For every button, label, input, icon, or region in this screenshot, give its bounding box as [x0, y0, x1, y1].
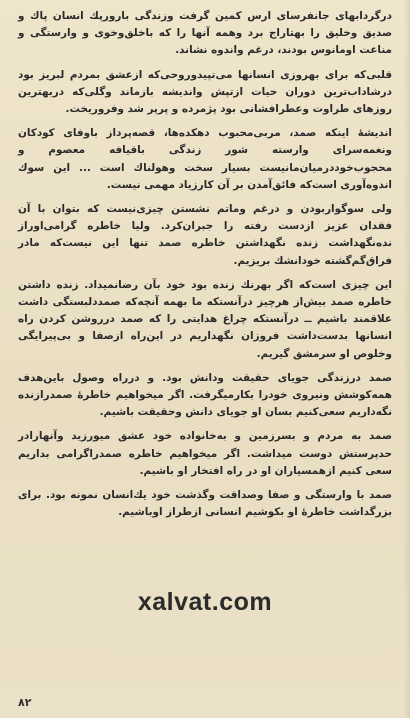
- paragraph: صمد با وارستگی و صفا وصداقت وگذشت خود یك‌انسان نمونه بود. برای بزرگداشت خاطرهٔ او بکوشیم انسانی ازطراز اوباشیم.: [18, 489, 392, 519]
- body-text: [18, 8, 392, 525]
- paragraph: قلبی‌که برای بهروزی انسانها می‌تپیدوروحی‌که ازعشق بمردم لبریز بود درشاداب‌ترین دوران حیات ازتپش واندیشه بازماند وگلی‌که دربهترین روزهای طراوت وعطرافشانی بود پژمرده و پرپر شد وفروریخت.: [18, 68, 392, 116]
- paragraph: درگردابهای جانفرسای ارس کمین گرفت وزندگی بارورپك انسان پاك و صدیق وخلیق را بهتاراج برد وهمه آنها را که باخلق‌وخوی و وارستگی و مناعت اوما‌نوس بودند، درغم واندوه نشاند.: [18, 10, 392, 57]
- paragraph: صمد به مردم و بسرزمین و به‌خانواده خود عشق میورزید وآنهارادر حدپرستش دوست میداشت. اگر میخواهیم خاطره صمدراگرامی بداریم سعی کنیم ازهمسیاران او در راه افتخار او باشیم.: [18, 430, 392, 477]
- paragraph: ولی سوگواربودن و درغم وماتم نشستن چیزی‌نیست که بتوان با آن فقدان عزیز ازدست رفته را جبران‌کرد. ولیا خاطره گرامی‌اوراز نده‌نگهداشت زنده نگهداشتن خاطره صمد تنها این نیست‌که مادر فراق‌گم‌گشته خودانشك بریزیم.: [18, 203, 392, 267]
- page-number: ۸۲: [18, 696, 32, 709]
- watermark-text: xalvat.com: [137, 588, 273, 616]
- paragraph: صمد درزندگی جویای حقیقت ودانش بود. و درراه وصول باین‌هدف همه‌کوشش ونیروی خودرا بکارمیگرفت. اگر میخواهیم خاطرهٔ صمدرازنده نگه‌داریم سعی‌کنیم بسان او جویای دانش وحقیقت باشیم.: [18, 371, 392, 419]
- paragraph: این چیزی است‌که اگر بهرنك زنده بود خود بآن رضا‌نمیداد. زنده داشتن خاطره صمد بیش‌از هرچیز درآنستکه ما بهمه آنچه‌که صمددلبستگی داشت علاقمند باشیم ــ درآنستکه چراغ هدایتی را که صمد درروشن کردن راه انسانها بدست‌داشت فروزان نگهداریم در این‌راه ازصفا و بی‌پیرایگی وخلوص او سرمشق گیریم.: [18, 278, 392, 360]
- paragraph: اندیشهٔ اینکه صمد، مربی‌محبوب دهکده‌ها، قصه‌پرداز باوفای کودکان ونغمه‌سرای وارسته شور زندگی باقیافه معصوم و محجوب‌خوددرمیان‌ما‌نیست بسیار سخت وهولناك است ... این سوك اندوه‌آوری است‌که فائق‌آمدن بر آن کارزیاد مهمی نیست.: [18, 127, 392, 191]
